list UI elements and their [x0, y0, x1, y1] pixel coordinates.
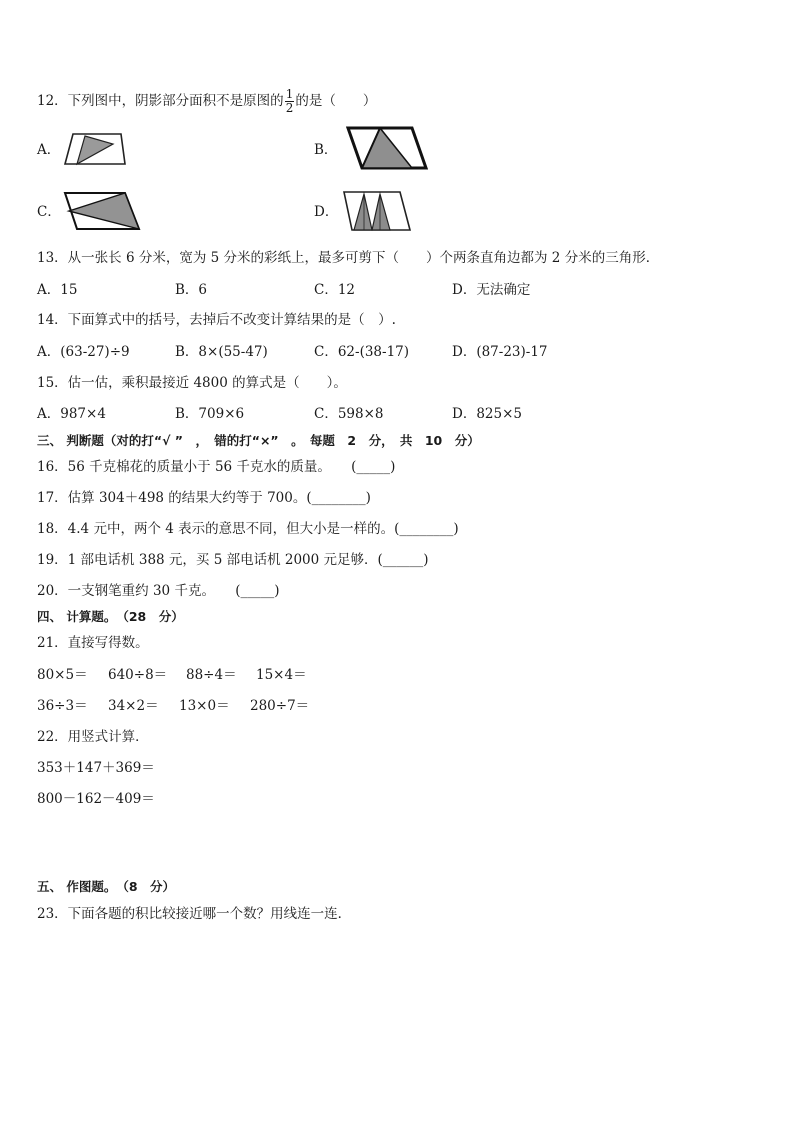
q12-figure-a [63, 132, 129, 166]
q15-option-d: D．825×5 [452, 406, 522, 422]
q18-statement: 18．4.4 元中，两个 4 表示的意思不同，但大小是一样的。(________) [37, 521, 459, 537]
q21-item: 34×2＝ [108, 698, 159, 714]
q12-figure-b [346, 126, 428, 170]
q15-option-c: C．598×8 [314, 406, 384, 422]
section-4-heading: 四、 计算题。 （28 分） [37, 609, 184, 624]
q12-option-a-label: A． [37, 142, 61, 158]
q15-option-a: A．987×4 [37, 406, 106, 422]
section-5-heading: 五、 作图题。 （8 分） [37, 879, 176, 894]
q17-statement: 17．估算 304＋498 的结果大约等于 700。(________) [37, 490, 371, 506]
q21-item: 88÷4＝ [186, 667, 237, 683]
q13-option-c: C．12 [314, 282, 356, 298]
q21-item: 80×5＝ [37, 667, 88, 683]
q14-stem: 14．下面算式中的括号，去掉后不改变计算结果的是（ ）. [37, 312, 396, 328]
q14-option-d: D．(87-23)-17 [452, 344, 548, 360]
q13-option-b: B．6 [175, 282, 208, 298]
q12-option-b-label: B． [314, 142, 338, 158]
q22-item-1: 353＋147＋369＝ [37, 760, 155, 776]
q20-statement: 20．一支钢笔重约 30 千克。 (_____) [37, 583, 280, 599]
q12-option-d-label: D． [314, 204, 339, 220]
q13-stem: 13．从一张长 6 分米，宽为 5 分米的彩纸上，最多可剪下（ ）个两条直角边都为 2 分米的三角形． [37, 250, 660, 266]
q21-item: 36÷3＝ [37, 698, 88, 714]
q12-figure-c [63, 191, 143, 231]
fraction-numerator: 1 [285, 87, 294, 101]
q13-option-a: A．15 [37, 282, 78, 298]
q12-prefix: 12．下列图中，阴影部分面积不是原图的 [37, 93, 284, 109]
q14-option-a: A．(63-27)÷9 [37, 344, 130, 360]
q21-item: 13×0＝ [179, 698, 230, 714]
q16-statement: 16．56 千克棉花的质量小于 56 千克水的质量。 (_____) [37, 459, 396, 475]
q12-option-c-label: C． [37, 204, 61, 220]
q14-option-b: B．8×(55-47) [175, 344, 268, 360]
q12-suffix: 的是（ ） [295, 93, 377, 109]
section-3-heading: 三、 判断题（对的打“√ ” ， 错的打“×” 。 每题 2 分， 共 10 分） [37, 433, 480, 448]
q12-figure-d [342, 190, 412, 232]
q23-stem: 23．下面各题的积比较接近哪一个数？用线连一连． [37, 906, 352, 922]
q21-item: 640÷8＝ [108, 667, 168, 683]
q22-title: 22．用竖式计算． [37, 729, 149, 745]
q15-stem: 15．估一估，乘积最接近 4800 的算式是（ ）。 [37, 375, 347, 391]
q14-option-c: C．62-(38-17) [314, 344, 410, 360]
q21-item: 280÷7＝ [250, 698, 310, 714]
fraction-denominator: 2 [285, 101, 294, 115]
q13-option-d: D．无法确定 [452, 282, 531, 298]
fraction-one-half [285, 88, 295, 115]
q15-option-b: B．709×6 [175, 406, 245, 422]
q22-item-2: 800－162－409＝ [37, 791, 155, 807]
q12-stem [37, 88, 376, 115]
q21-title: 21．直接写得数。 [37, 635, 149, 651]
q21-item: 15×4＝ [256, 667, 307, 683]
q19-statement: 19．1 部电话机 388 元，买 5 部电话机 2000 元足够．(______) [37, 552, 429, 568]
